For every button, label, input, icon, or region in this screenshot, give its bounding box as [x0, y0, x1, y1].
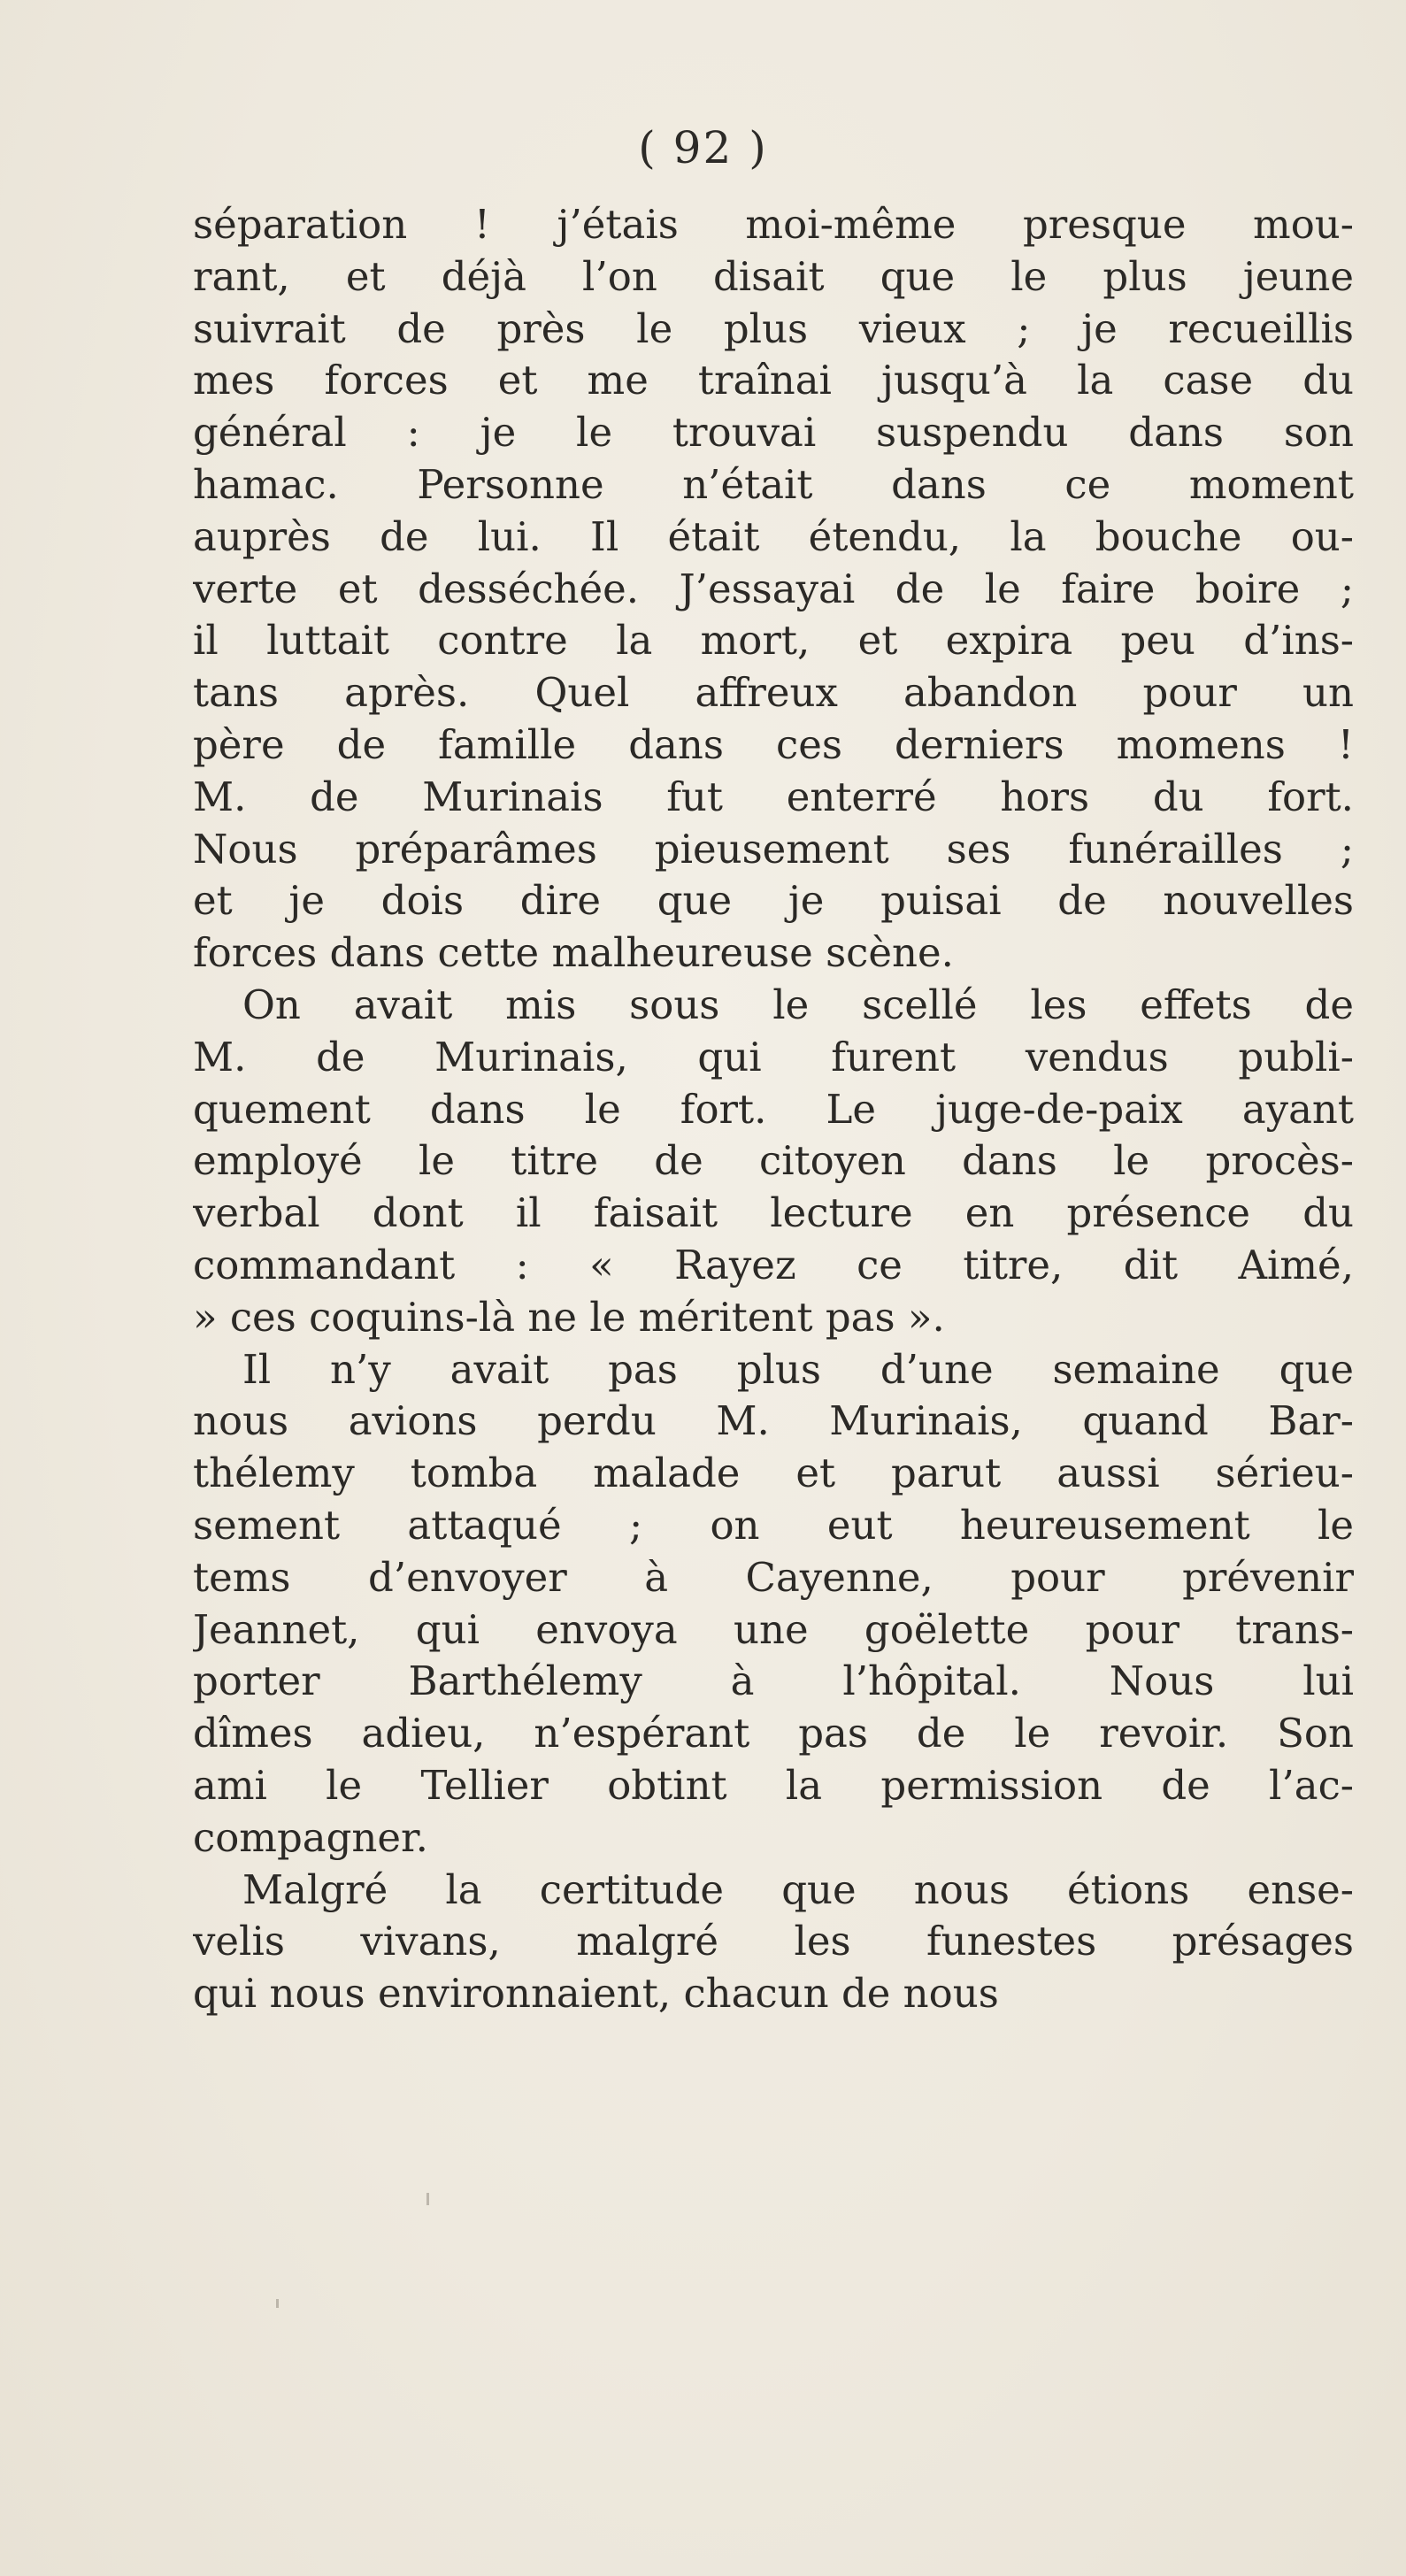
text-line: M. de Murinais fut enterré hors du fort.	[193, 773, 1354, 820]
paper-speck	[276, 2299, 279, 2308]
text-line: mes forces et me traînai jusqu’à la case du	[193, 357, 1354, 404]
text-line: tans après. Quel affreux abandon pour un	[193, 669, 1354, 717]
text-line: » ces coquins-là ne le méritent pas ».	[193, 1293, 945, 1341]
text-line: rant, et déjà l’on disait que le plus jeune	[193, 252, 1354, 300]
text-line: Il n’y avait pas plus d’une semaine que	[242, 1345, 1354, 1393]
page-number: ( 92 )	[638, 122, 768, 173]
text-line: hamac. Personne n’était dans ce moment	[193, 460, 1354, 508]
text-line: sement attaqué ; on eut heureusement le	[193, 1501, 1354, 1549]
text-line: M. de Murinais, qui furent vendus publi-	[193, 1033, 1354, 1080]
text-line: qui nous environnaient, chacun de nous	[193, 1970, 999, 2018]
text-line: thélemy tomba malade et parut aussi sérieu-	[193, 1449, 1354, 1497]
paper-speck	[426, 2193, 429, 2205]
text-line: forces dans cette malheureuse scène.	[193, 929, 954, 977]
paragraph	[193, 980, 1354, 1344]
text-line: quement dans le fort. Le juge-de-paix ayant	[193, 1085, 1354, 1133]
text-line: verte et desséchée. J’essayai de le faire boire ;	[193, 565, 1354, 612]
text-line: tems d’envoyer à Cayenne, pour prévenir	[193, 1553, 1354, 1601]
text-line: Jeannet, qui envoya une goëlette pour trans-	[193, 1605, 1354, 1653]
text-line: ami le Tellier obtint la permission de l’ac-	[193, 1761, 1354, 1809]
text-line: On avait mis sous le scellé les effets de	[242, 980, 1354, 1028]
body-text	[193, 199, 1354, 2020]
text-line: porter Barthélemy à l’hôpital. Nous lui	[193, 1657, 1354, 1705]
text-line: père de famille dans ces derniers momens !	[193, 720, 1354, 768]
text-line: Nous préparâmes pieusement ses funérailles ;	[193, 825, 1354, 873]
text-line: Malgré la certitude que nous étions ense-	[242, 1865, 1354, 1913]
text-line: velis vivans, malgré les funestes présages	[193, 1918, 1354, 1965]
paragraph	[193, 199, 1354, 980]
text-line: et je dois dire que je puisai de nouvelles	[193, 877, 1354, 925]
text-line: suivrait de près le plus vieux ; je recueillis	[193, 304, 1354, 352]
text-line: employé le titre de citoyen dans le procès-	[193, 1137, 1354, 1185]
text-line: séparation ! j’étais moi-même presque mou-	[193, 201, 1354, 248]
text-line: il luttait contre la mort, et expira peu d’ins-	[193, 617, 1354, 665]
text-line: dîmes adieu, n’espérant pas de le revoir. Son	[193, 1710, 1354, 1757]
paragraph	[193, 1865, 1354, 2020]
text-line: compagner.	[193, 1813, 428, 1861]
paragraph	[193, 1344, 1354, 1865]
text-line: nous avions perdu M. Murinais, quand Bar-	[193, 1397, 1354, 1445]
text-line: général : je le trouvai suspendu dans son	[193, 409, 1354, 457]
text-line: auprès de lui. Il était étendu, la bouche ou-	[193, 512, 1354, 560]
text-line: verbal dont il faisait lecture en présence du	[193, 1189, 1354, 1237]
text-line: commandant : « Rayez ce titre, dit Aimé,	[193, 1241, 1354, 1288]
